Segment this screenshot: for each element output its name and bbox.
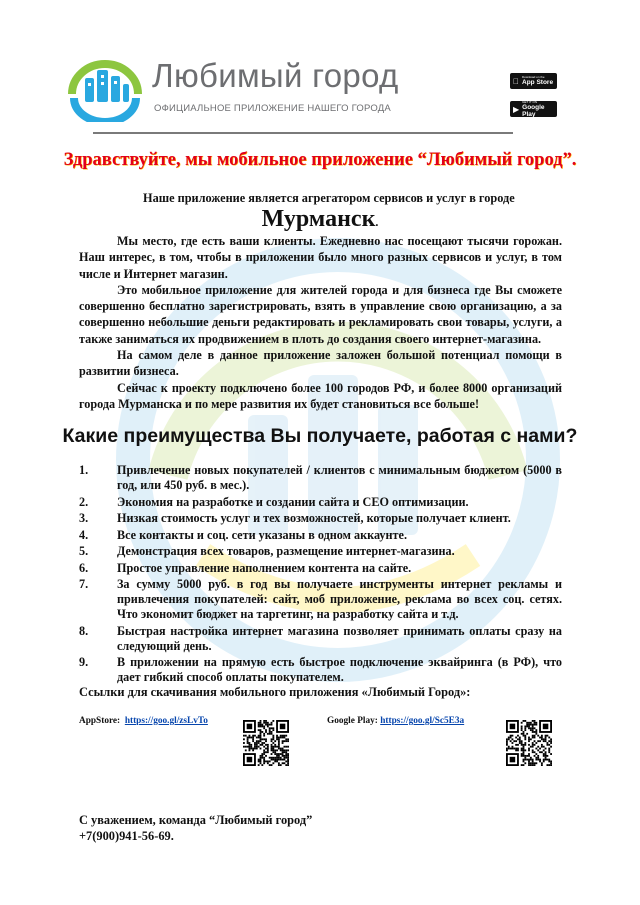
item-text: За сумму 5000 руб. в год вы получаете инструменты интернет рекламы и привлечения покупателей: сайт, моб приложение, реклама во всех соц. сетях. Что экономит бюджет на таргетинг, на разработку сайта и т.д. — [117, 577, 562, 621]
paragraph: Это мобильное приложение для жителей города и для бизнеса где Вы сможете совершенно бесплатно зарегистрировать, взять в управление свою организацию, а за совершенно небольшие деньги редактировать и рекламировать свои товары, услуги, а также заниматься их продвижением в плоть до создания своего интернет-магазина. — [79, 282, 562, 346]
appstore-link-line — [79, 716, 208, 726]
app-store-badge[interactable] — [510, 73, 557, 89]
apple-icon — [513, 77, 519, 86]
list-item — [79, 624, 562, 654]
signature — [79, 813, 312, 844]
badge-name: App Store — [516, 79, 548, 86]
badge-name: Google Play — [522, 103, 545, 118]
item-text: Привлечение новых покупателей / клиентов с минимальным бюджетом (5000 в год, или 450 руб. в мес.). — [117, 463, 562, 492]
list-item — [79, 577, 562, 622]
item-number: 6. — [79, 560, 89, 575]
city-name — [0, 206, 640, 233]
item-number: 4. — [79, 527, 89, 542]
googleplay-link[interactable]: https://goo.gl/Sc5E3a — [380, 716, 465, 726]
list-item — [79, 544, 562, 559]
item-number: 1. — [79, 463, 89, 477]
brand-subtitle: ОФИЦИАЛЬНОЕ ПРИЛОЖЕНИЕ НАШЕГО ГОРОДА — [154, 103, 391, 114]
list-item — [79, 528, 562, 543]
item-number: 8. — [79, 623, 89, 638]
badge-small-text: GET IT ON — [522, 99, 538, 104]
item-text: Низкая стоимость услуг и тех возможностей, которые получает клиент. — [117, 511, 511, 525]
download-links-title: Ссылки для скачивания мобильного приложения «Любимый Город»: — [79, 685, 471, 699]
googleplay-link-line — [327, 716, 464, 726]
paragraph: На самом деле в данное приложение заложен большой потенциал помощи в развитии бизнеса. — [79, 348, 562, 379]
item-text: Все контакты и соц. сети указаны в одном аккаунте. — [117, 527, 407, 542]
benefits-list — [79, 463, 562, 687]
appstore-link[interactable]: https://goo.gl/zsLvTo — [124, 716, 208, 726]
description — [79, 233, 562, 412]
google-play-badge[interactable] — [510, 101, 557, 117]
item-text: В приложении на прямую есть быстрое подключение эквайринга (в РФ), что дает гибкий способ оплаты покупателем. — [117, 655, 562, 684]
google-play-icon: ▶ — [513, 104, 520, 114]
phone-number: +7(900)941-56-69. — [79, 828, 174, 843]
item-number: 5. — [79, 544, 89, 558]
list-item — [79, 655, 562, 685]
googleplay-qr-code — [506, 720, 552, 766]
item-number: 9. — [79, 655, 89, 669]
list-item — [79, 495, 562, 510]
item-text: Простое управление наполнением контента на сайте. — [117, 560, 412, 575]
list-item — [79, 511, 562, 526]
item-text: Быстрая настройка интернет магазина позволяет принимать оплаты сразу на следующий день. — [117, 623, 562, 653]
item-text: Экономия на разработке и создании сайта и СЕО оптимизации. — [117, 494, 469, 509]
appstore-qr-code — [243, 720, 289, 766]
brand-title: Любимый город — [152, 57, 399, 94]
paragraph: Мы место, где есть ваши клиенты. Ежедневно нас посещают тысячи горожан. Наш интерес, в том, чтобы в приложении было много разных сервисов и услуг, в том числе и Интернет магазин. — [79, 234, 562, 281]
list-item — [79, 561, 562, 576]
city-period: . — [375, 215, 379, 229]
list-item — [79, 463, 562, 493]
item-text: Демонстрация всех товаров, размещение интернет-магазина. — [117, 544, 455, 558]
googleplay-label: Google Play: — [327, 716, 378, 726]
greeting-heading: Здравствуйте, мы мобильное приложение “Любимый город”. — [63, 150, 577, 170]
badge-small-text: Download on the — [516, 75, 539, 79]
city-logo — [68, 56, 142, 122]
item-number: 2. — [79, 494, 89, 509]
signature-line: С уважением, команда “Любимый город” — [79, 813, 313, 827]
appstore-label: AppStore: — [79, 716, 121, 726]
paragraph: Сейчас к проекту подключено более 100 городов РФ, и более 8000 организаций города Мурманска и по мере развития их будет становиться все больше! — [79, 380, 562, 411]
city-label: Мурманск — [261, 206, 376, 232]
item-number: 7. — [79, 577, 89, 591]
header-divider — [93, 132, 513, 134]
benefits-heading: Какие преимущества Вы получаете, работая с нами? — [62, 425, 578, 447]
intro-text: Наше приложение является агрегатором сервисов и услуг в городе — [143, 191, 515, 205]
item-number: 3. — [79, 511, 89, 525]
